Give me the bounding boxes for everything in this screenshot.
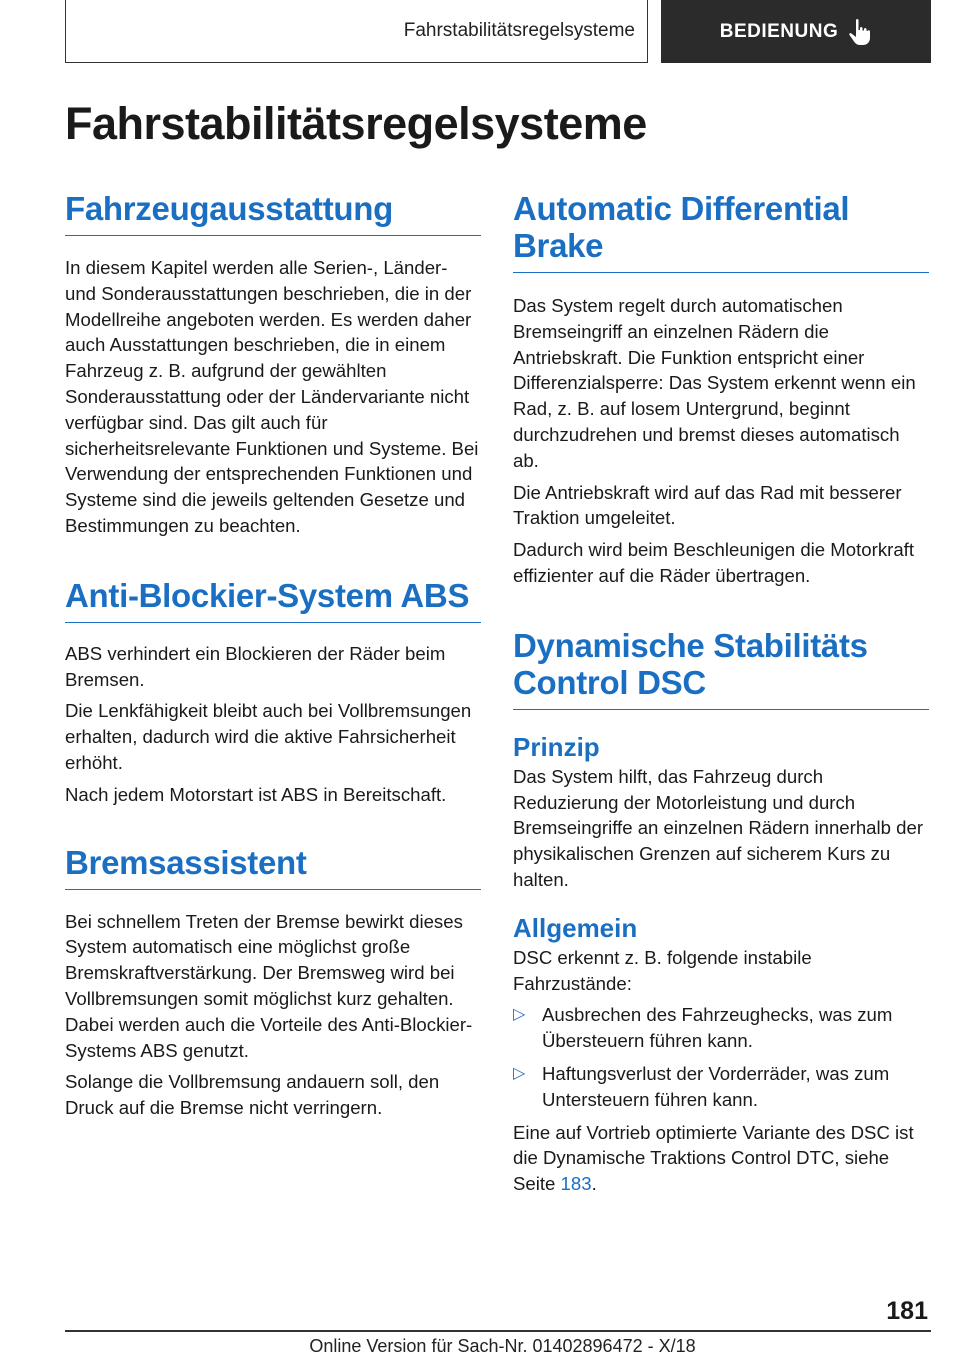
heading-dsc: Dynamische Stabilitäts Control DSC (513, 627, 929, 710)
heading-fahrzeugausstattung: Fahrzeugausstattung (65, 190, 481, 236)
header-chapter-label: BEDIENUNG (719, 20, 839, 42)
triangle-bullet-icon: ▷ (513, 1006, 526, 1024)
header-section-title: Fahrstabilitätsregelsysteme (403, 20, 635, 41)
paragraph: Das System hilft, das Fahrzeug durch Reduzierung der Motorleistung und durch Bremseingriffe an einzelnen Rädern innerhalb der physikalischen Grenzen auf sicherem Kurs zu halten. (513, 765, 924, 890)
paragraph: In diesem Kapitel werden alle Serien-, Länder- und Sonderausstattungen beschrieben, die in der Modellreihe angeboten werden. Es werden daher auch Ausstattungen beschrieben, die in einem Fahrzeug z. B. aufgrund der gewählten Sonderausstattung oder der Ländervariante nicht verfügbar sind. Das gilt auch für sicherheitsrelevante Funktionen und Systeme. Bei Verwendung der entsprechenden Funktionen und Systeme sind die jeweils geltenden Gesetze und Bestimmungen zu beachten. (65, 257, 479, 536)
paragraph: Dadurch wird beim Beschleunigen die Motorkraft effizienter auf die Räder übertragen. (513, 539, 914, 586)
footer-divider (65, 1330, 931, 1332)
subheading-prinzip: Prinzip (513, 731, 600, 762)
header-section-box (65, 0, 648, 63)
subheading-allgemein: Allgemein (513, 912, 638, 943)
left-column (65, 190, 481, 1121)
paragraph: Solange die Vollbremsung andauern soll, den Druck auf die Bremse nicht verringern. (65, 1071, 440, 1119)
paragraph: Die Antriebskraft wird auf das Rad mit besserer Traktion umgeleitet. (513, 481, 902, 529)
paragraph: Die Lenkfähigkeit bleibt auch bei Vollbremsungen erhalten, dadurch wird die aktive Fahrsicherheit erhöht. (65, 700, 472, 773)
paragraph: Eine auf Vortrieb optimierte Variante des DSC ist die Dynamische Traktions Control DTC, siehe Seite 183. (513, 1121, 914, 1195)
page-link-183[interactable]: 183 (560, 1173, 592, 1195)
right-column (513, 190, 929, 1197)
bullet-list (513, 1002, 929, 1112)
paragraph: Das System regelt durch automatischen Bremseingriff an einzelnen Rädern die Antriebskraft. Die Funktion entspricht einer Differenzialsperre: Das System erkennt wenn ein Rad, z. B. auf losem Untergrund, beginnt durchzudrehen und bremst dieses automatisch ab. (513, 295, 916, 471)
heading-bremsassistent: Bremsassistent (65, 844, 481, 890)
triangle-bullet-icon: ▷ (513, 1064, 526, 1082)
page-title: Fahrstabilitätsregelsysteme (65, 98, 647, 149)
page-number: 181 (886, 1297, 928, 1325)
paragraph: Bei schnellem Treten der Bremse bewirkt dieses System automatisch eine möglichst große Bremskraftverstärkung. Der Bremsweg wird bei Vollbremsungen somit möglichst kurz gehalten. Dabei werden auch die Vorteile des Anti-Blockier-Systems ABS genutzt. (65, 910, 473, 1061)
hand-pointer-icon (848, 18, 872, 46)
footer-text: Online Version für Sach-Nr. 01402896472 - X/18 (309, 1336, 696, 1356)
paragraph: Nach jedem Motorstart ist ABS in Bereitschaft. (65, 783, 447, 805)
heading-automatic-differential-brake: Automatic Differential Brake (513, 190, 929, 273)
header-chapter-tab (661, 0, 931, 63)
heading-abs: Anti-Blockier-System ABS (65, 577, 481, 623)
list-item: ▷ Ausbrechen des Fahrzeughecks, was zum Übersteuern führen kann. (513, 1004, 893, 1052)
list-item: ▷ Haftungsverlust der Vorderräder, was zum Untersteuern führen kann. (513, 1062, 890, 1110)
paragraph: ABS verhindert ein Blockieren der Räder beim Bremsen. (65, 642, 446, 690)
paragraph: DSC erkennt z. B. folgende instabile Fahrzustände: (513, 946, 812, 994)
